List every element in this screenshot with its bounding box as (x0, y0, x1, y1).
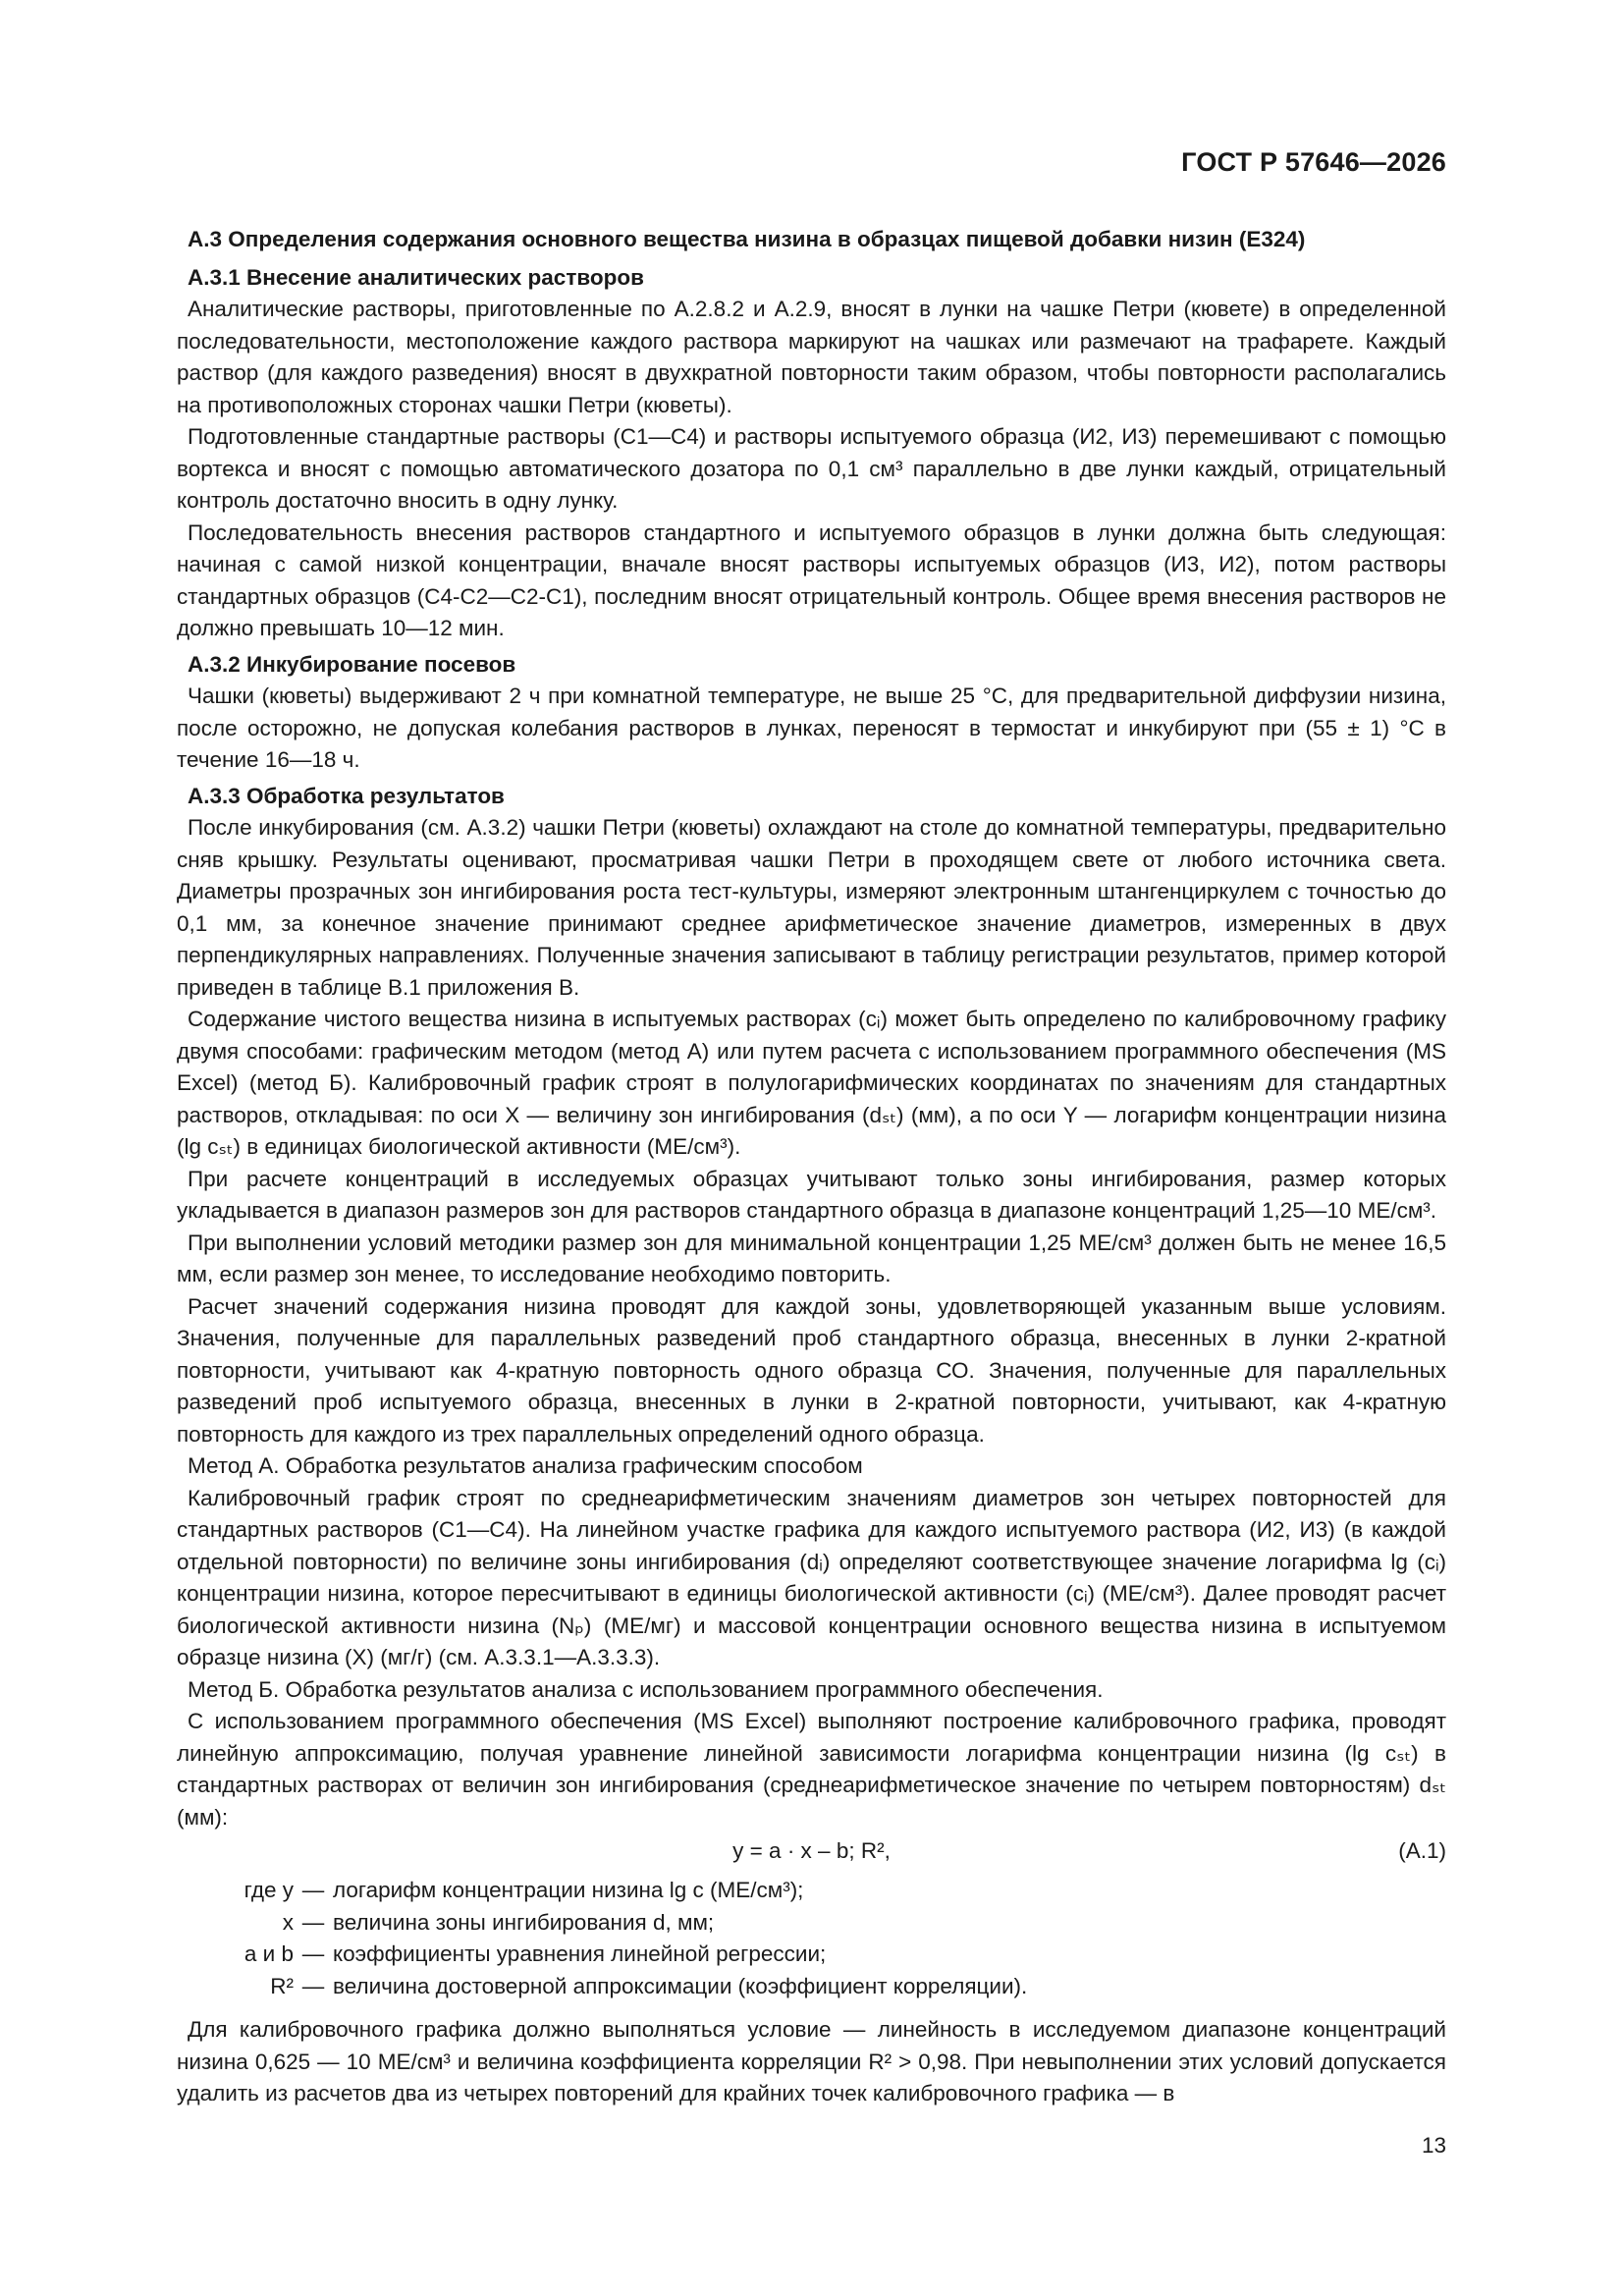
paragraph: Расчет значений содержания низина проводят для каждой зоны, удовлетворяющей указанным выше условиям. Значения, полученные для параллельных разведений проб стандартного образца, внесенных в лунки 2-кратной повторности, учитывают как 4-кратную повторность одного образца СО. Значения, полученные для параллельных разведений проб испытуемого образца, внесенных в лунки в 2-кратной повторности, учитывают, как 4-кратную повторность для каждого из трех параллельных определений одного образца. (177, 1293, 1446, 1447)
where-term: x (282, 1909, 294, 1935)
where-dash: — (301, 1878, 325, 1902)
where-term: a и b (243, 1941, 294, 1966)
formula-a1 (177, 1835, 1446, 1869)
formula-expression: y = a · x – b; R², (732, 1838, 891, 1863)
where-item (177, 1907, 1446, 1940)
paragraph: Калибровочный график строят по среднеарифметическим значениям диаметров зон четырех повторностей для стандартных растворов (С1—С4). На линейном участке графика для каждого испытуемого раствора (И2, И3) (в каждой отдельной повторности) по величине зоны ингибирования (dᵢ) определяют соответствующее значение логарифма lg (cᵢ) концентрации низина, которое пересчитывают в единицы биологической активности (cᵢ) (МЕ/см³). Далее проводят расчет биологической активности низина (Nₚ) (МЕ/мг) и массовой концентрации основного вещества низина в испытуемом образце низина (X) (мг/г) (см. А.3.3.1—А.3.3.3). (177, 1485, 1446, 1669)
where-item (177, 1939, 1446, 1971)
where-dash: — (301, 1909, 325, 1935)
where-list (177, 1875, 1446, 2002)
paragraph: При расчете концентраций в исследуемых образцах учитывают только зоны ингибирования, размер которых укладывается в диапазон размеров зон для растворов стандартного образца в диапазоне концентраций 1,25—10 МЕ/см³. (177, 1166, 1446, 1223)
paragraph: Чашки (кюветы) выдерживают 2 ч при комнатной температуре, не выше 25 °С, для предварительной диффузии низина, после осторожно, не допуская колебания растворов в лунках, переносят в термостат и инкубируют при (55 ± 1) °С в течение 16—18 ч. (177, 683, 1446, 772)
section-heading: А.3 Определения содержания основного вещества низина в образцах пищевой добавки низин (Е324) (188, 227, 1306, 251)
subsection-heading-a31: А.3.1 Внесение аналитических растворов (188, 264, 644, 290)
paragraph: После инкубирования (см. А.3.2) чашки Петри (кюветы) охлаждают на столе до комнатной температуры, предварительно сняв крышку. Результаты оценивают, просматривая чашки Петри в проходящем свете от любого источника света. Диаметры прозрачных зон ингибирования роста тест-культуры, измеряют электронным штангенциркулем с точностью до 0,1 мм, за конечное значение принимают среднее арифметическое значение диаметров, измеренных в двух перпендикулярных направлениях. Полученные значения записывают в таблицу регистрации результатов, пример которой приведен в таблице В.1 приложения В. (177, 815, 1446, 1000)
where-term: где y (243, 1878, 294, 1902)
where-definition: коэффициенты уравнения линейной регрессии; (333, 1941, 827, 1966)
paragraph: Последовательность внесения растворов стандартного и испытуемого образцов в лунки должна быть следующая: начиная с самой низкой концентрации, вначале вносят растворы испытуемых образцов (И3, И2), потом растворы стандартных образцов (С4-С2—С2-С1), последним вносят отрицательный контроль. Общее время внесения растворов не должно превышать 10—12 мин. (177, 519, 1446, 640)
where-item (177, 1875, 1446, 1907)
paragraph: Для калибровочного графика должно выполняться условие — линейность в исследуемом диапазоне концентраций низина 0,625 — 10 МЕ/см³ и величина коэффициента корреляции R² > 0,98. При невыполнении этих условий допускается удалить из расчетов два из четырех повторений для крайних точек калибровочного графика — в (177, 2017, 1446, 2105)
document-body (177, 224, 1446, 2110)
subsection-heading-a32: А.3.2 Инкубирование посевов (188, 651, 516, 677)
where-dash: — (301, 1941, 325, 1966)
page-header-standard-code: ГОСТ Р 57646—2026 (1181, 147, 1446, 177)
formula-number: (А.1) (1398, 1838, 1446, 1863)
paragraph: Содержание чистого вещества низина в испытуемых растворах (cᵢ) может быть определено по калибровочному графику двумя способами: графическим методом (метод А) или путем расчета с использованием программного обеспечения (MS Excel) (метод Б). Калибровочный график строят в полулогарифмических координатах по значениям для стандартных растворов, откладывая: по оси X — величину зон ингибирования (dₛₜ) (мм), а по оси Y — логарифм концентрации низина (lg cₛₜ) в единицах биологической активности (МЕ/см³). (177, 1007, 1446, 1159)
method-b-title: Метод Б. Обработка результатов анализа с использованием программного обеспечения. (188, 1676, 1104, 1702)
where-definition: величина достоверной аппроксимации (коэффициент корреляции). (333, 1973, 1028, 1998)
paragraph: Подготовленные стандартные растворы (С1—С4) и растворы испытуемого образца (И2, И3) перемешивают с помощью вортекса и вносят с помощью автоматического дозатора по 0,1 см³ параллельно в две лунки каждый, отрицательный контроль достаточно вносить в одну лунку. (177, 424, 1446, 513)
paragraph: При выполнении условий методики размер зон для минимальной концентрации 1,25 МЕ/см³ должен быть не менее 16,5 мм, если размер зон менее, то исследование необходимо повторить. (177, 1230, 1446, 1286)
where-item (177, 1971, 1446, 2003)
where-definition: величина зоны ингибирования d, мм; (333, 1909, 715, 1935)
subsection-heading-a33: А.3.3 Обработка результатов (188, 783, 505, 808)
paragraph: Аналитические растворы, приготовленные по А.2.8.2 и А.2.9, вносят в лунки на чашке Петри (кювете) в определенной последовательности, местоположение каждого раствора маркируют на чашках или размечают на трафарете. Каждый раствор (для каждого разведения) вносят в двухкратной повторности таким образом, чтобы повторности располагались на противоположных сторонах чашки Петри (кюветы). (177, 297, 1446, 417)
where-term: R² (270, 1973, 294, 1998)
where-dash: — (301, 1973, 325, 1998)
page-number: 13 (1421, 2133, 1446, 2158)
where-definition: логарифм концентрации низина lg c (МЕ/см³); (333, 1878, 804, 1902)
paragraph: С использованием программного обеспечения (MS Excel) выполняют построение калибровочного графика, проводят линейную аппроксимацию, получая уравнение линейной зависимости логарифма концентрации низина (lg cₛₜ) в стандартных растворах от величин зон ингибирования (среднеарифметическое значение по четырем повторностям) dₛₜ (мм): (177, 1709, 1446, 1830)
method-a-title: Метод А. Обработка результатов анализа графическим способом (188, 1453, 863, 1478)
